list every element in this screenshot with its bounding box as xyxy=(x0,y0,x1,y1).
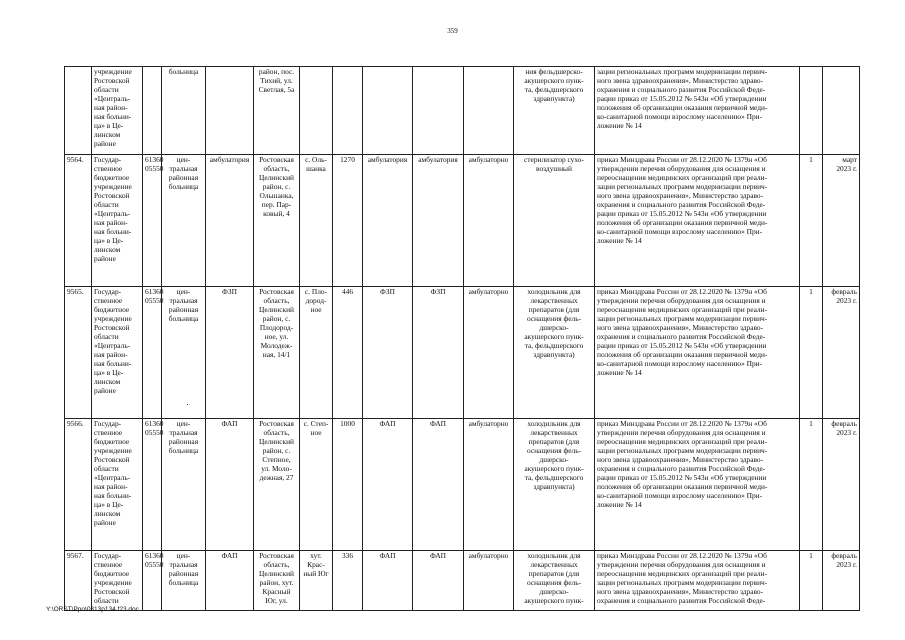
table-cell-c11 xyxy=(464,67,514,155)
table-cell-c10 xyxy=(413,551,464,611)
cell-text: Ростовская область, Целинский район, с. Ольшанка, пер. Пар- ковый, 4 xyxy=(259,155,294,218)
table-cell-c11 xyxy=(464,551,514,611)
cell-text: холодильник для лекарственных препаратов (для оснащения фель- дшерско- акушерского пунк- xyxy=(524,551,584,605)
table-cell-c14 xyxy=(800,551,823,611)
table-cell-c5 xyxy=(206,67,254,155)
cell-text: ФЗП xyxy=(222,287,237,296)
cell-text: февраль 2023 г. xyxy=(831,551,857,569)
cell-text: хут. Крас- ный Юг xyxy=(303,551,329,578)
cell-text: 9567. xyxy=(67,551,84,560)
cell-text: стерилизатор сухо- воздушный xyxy=(524,155,584,173)
cell-text: цен- тральная районная больница xyxy=(168,155,199,191)
table-cell-c6 xyxy=(254,551,300,611)
table-cell-c10 xyxy=(413,287,464,419)
table-cell-c13 xyxy=(595,155,800,287)
table-cell-num xyxy=(65,67,92,155)
cell-text: больница xyxy=(168,67,199,76)
table-cell-c3 xyxy=(143,67,162,155)
table-cell-c11 xyxy=(464,419,514,551)
table-cell-c14 xyxy=(800,67,823,155)
cell-text: ФАП xyxy=(221,419,238,428)
cell-text: амбулаторно xyxy=(468,419,509,428)
cell-text: ФАП xyxy=(429,551,447,560)
table-cell-c14 xyxy=(800,419,823,551)
cell-text: Ростовская область, Целинский район, с. Плодород- ное, ул. Молодеж- ная, 14/1 xyxy=(259,287,294,359)
table-body xyxy=(65,67,860,611)
table-cell-c9 xyxy=(363,67,413,155)
table-row xyxy=(65,419,860,551)
cell-text: амбулатория xyxy=(418,155,458,164)
table-row xyxy=(65,551,860,611)
table-cell-c12 xyxy=(514,551,595,611)
table-cell-c13 xyxy=(595,287,800,419)
table-cell-c14 xyxy=(800,287,823,419)
cell-text: приказ Минздрава России от 28.12.2020 № 1379н «Об утверждении перечня оборудования для оснащения и переоснащения медицинских организаций при реали- зации региональных программ модернизации первич- ного звена здравоохранения», Министерство здраво- охранения и социального развития Российской Феде- рации приказ от 15.05.2012 № 543н «Об утверждении положения об организации оказания первичной меди- ко-санитарной помощи взрослому населению» При- ложение № 14 xyxy=(597,419,768,509)
table-cell-num xyxy=(65,419,92,551)
cell-text: приказ Минздрава России от 28.12.2020 № 1379н «Об утверждении перечня оборудования для оснащения и переоснащения медицинских организаций при реали- зации региональных программ модернизации первич- ного звена здравоохранения», Министерство здраво- охранения и социального развития Российской Феде- рации приказ от 15.05.2012 № 543н «Об утверждении положения об организации оказания первичной меди- ко-санитарной помощи взрослому населению» При- ложение № 14 xyxy=(597,287,768,377)
cell-text: Государ- ственное бюджетное учреждение Ростовской области «Централь- ная район- ная больни- ца» в Це- линском районе xyxy=(94,287,132,395)
table-cell-c4 xyxy=(162,287,206,419)
cell-text: Ростовская область, Целинский район, хут. Красный Юг, ул. xyxy=(259,551,294,605)
table-cell-c6 xyxy=(254,287,300,419)
table-cell-c4 xyxy=(162,551,206,611)
cell-text: приказ Минздрава России от 28.12.2020 № 1379н «Об утверждении перечня оборудования для оснащения и переоснащения медицинских организаций при реали- зации региональных программ модернизации первич- ного звена здравоохранения», Министерство здраво- охранения и социального развития Российской Феде- xyxy=(597,551,768,605)
table-cell-c7 xyxy=(300,419,333,551)
table-cell-c9 xyxy=(363,287,413,419)
table-cell-c11 xyxy=(464,287,514,419)
table-cell-c2 xyxy=(92,551,143,611)
cell-text: ФАП xyxy=(221,551,238,560)
table-cell-c15 xyxy=(823,287,860,419)
table-cell-c12 xyxy=(514,67,595,155)
cell-text: с. Пло- дород- ное xyxy=(304,287,328,314)
table-cell-c8 xyxy=(333,551,363,611)
cell-text: ФАП xyxy=(379,419,396,428)
table-cell-c15 xyxy=(823,551,860,611)
table-cell-c7 xyxy=(300,155,333,287)
table-cell-c6 xyxy=(254,419,300,551)
cell-text: Ростовская область, Целинский район, с. Степное, ул. Моло- дежная, 27 xyxy=(259,419,294,482)
cell-text: 1 xyxy=(809,155,813,164)
table-cell-c7 xyxy=(300,551,333,611)
equipment-table xyxy=(64,66,860,611)
table-cell-c9 xyxy=(363,419,413,551)
table-cell-c12 xyxy=(514,419,595,551)
table-cell-c3 xyxy=(143,419,162,551)
cell-text: 1 xyxy=(809,419,813,428)
cell-text: февраль 2023 г. xyxy=(831,287,857,305)
table-cell-c2 xyxy=(92,419,143,551)
table-cell-c2 xyxy=(92,155,143,287)
cell-text: 446 xyxy=(341,287,354,296)
cell-text: Государ- ственное бюджетное учреждение Ростовской области «Централь- ная район- ная больни- ца» в Це- линском районе xyxy=(94,155,132,263)
cell-text: амбулаторно xyxy=(468,287,509,296)
table-cell-c10 xyxy=(413,419,464,551)
table-cell-c8 xyxy=(333,287,363,419)
cell-text: 1000 xyxy=(340,419,355,428)
table-cell-c13 xyxy=(595,551,800,611)
cell-text: цен- тральная районная больница xyxy=(168,287,199,323)
cell-text: Государ- ственное бюджетное учреждение Ростовской области «Централь- ная район- ная больни- ца» в Це- линском районе xyxy=(94,419,132,527)
table-cell-c8 xyxy=(333,67,363,155)
cell-text: амбулаторно xyxy=(468,551,509,560)
table-cell-c4 xyxy=(162,155,206,287)
cell-text: 9565. xyxy=(67,287,84,296)
table-cell-c10 xyxy=(413,67,464,155)
table-cell-c15 xyxy=(823,155,860,287)
table-row xyxy=(65,155,860,287)
cell-text: район, пос. Тихий, ул. Светлая, 5а xyxy=(258,67,295,94)
cell-text: холодильник для лекарственных препаратов (для оснащения фель- дшерско- акушерского пунк- та, фельдшерского здравпункта) xyxy=(524,419,584,491)
table-cell-c7 xyxy=(300,67,333,155)
cell-text: ФАП xyxy=(379,551,396,560)
table-cell-c13 xyxy=(595,67,800,155)
table-cell-c14 xyxy=(800,155,823,287)
table-cell-c8 xyxy=(333,419,363,551)
cell-text: учреждение Ростовской области «Централь- ная район- ная больни- ца» в Це- линском районе xyxy=(94,67,132,148)
table-cell-c2 xyxy=(92,287,143,419)
table-row xyxy=(65,287,860,419)
table-cell-c9 xyxy=(363,155,413,287)
cell-text: 61360 05550 xyxy=(145,419,164,437)
table-cell-c6 xyxy=(254,67,300,155)
table-cell-c6 xyxy=(254,155,300,287)
table-cell-c7 xyxy=(300,287,333,419)
scan-speck xyxy=(187,404,188,405)
table-cell-num xyxy=(65,551,92,611)
table-cell-c5 xyxy=(206,155,254,287)
table-cell-c5 xyxy=(206,419,254,551)
table-cell-c3 xyxy=(143,287,162,419)
table-cell-c5 xyxy=(206,287,254,419)
cell-text: 1 xyxy=(809,287,813,296)
footer-file-path: Y:\ORST\Ppo\0313p134.f23.doc xyxy=(46,606,139,613)
cell-text: 1 xyxy=(809,551,813,560)
cell-text: март 2023 г. xyxy=(836,155,857,173)
table-cell-c3 xyxy=(143,155,162,287)
cell-text: 61360 05550 xyxy=(145,551,164,569)
page-number: 359 xyxy=(447,27,458,35)
table-cell-c4 xyxy=(162,419,206,551)
cell-text: с. Степ- ное xyxy=(303,419,329,437)
cell-text: 9564. xyxy=(67,155,84,164)
table-cell-c12 xyxy=(514,155,595,287)
cell-text: приказ Минздрава России от 28.12.2020 № 1379н «Об утверждении перечня оборудования для оснащения и переоснащения медицинских организаций при реали- зации региональных программ модернизации первич- ного звена здравоохранения», Министерство здраво- охранения и социального развития Российской Феде- рации приказ от 15.05.2012 № 543н «Об утверждении положения об организации оказания первичной меди- ко-санитарной помощи взрослому населению» При- ложение № 14 xyxy=(597,155,768,245)
table-cell-c12 xyxy=(514,287,595,419)
table-cell-c4 xyxy=(162,67,206,155)
cell-text: зации региональных программ модернизации первич- ного звена здравоохранения», Министерство здраво- охранения и социального развития Российской Феде- рации приказ от 15.05.2012 № 543н «Об утверждении положения об организации оказания первичной меди- ко-санитарной помощи взрослому населению» При- ложение № 14 xyxy=(597,67,768,130)
table-cell-num xyxy=(65,287,92,419)
cell-text: ФАП xyxy=(429,419,447,428)
table-cell-c5 xyxy=(206,551,254,611)
cell-text: холодильник для лекарственных препаратов (для оснащения фель- дшерско- акушерского пунк- та, фельдшерского здравпункта) xyxy=(524,287,584,359)
cell-text: с. Оль- шанка xyxy=(305,155,327,173)
cell-text: 1270 xyxy=(340,155,355,164)
table-cell-c9 xyxy=(363,551,413,611)
table-cell-c15 xyxy=(823,67,860,155)
table-cell-c11 xyxy=(464,155,514,287)
table-cell-c13 xyxy=(595,419,800,551)
table-cell-c2 xyxy=(92,67,143,155)
table-cell-c3 xyxy=(143,551,162,611)
cell-text: ФЗП xyxy=(430,287,446,296)
cell-text: цен- тральная районная больница xyxy=(168,551,199,587)
cell-text: ния фельдшерско- акушерского пунк- та, фельдшерского здравпункта) xyxy=(524,67,584,103)
cell-text: ФЗП xyxy=(380,287,395,296)
cell-text: амбулатория xyxy=(367,155,408,164)
cell-text: амбулаторно xyxy=(468,155,509,164)
cell-text: амбулатория xyxy=(209,155,250,164)
table-cell-c8 xyxy=(333,155,363,287)
cell-text: 61360 05550 xyxy=(145,155,164,173)
table-cell-c15 xyxy=(823,419,860,551)
cell-text: Государ- ственное бюджетное учреждение Ростовской области xyxy=(94,551,132,605)
cell-text: февраль 2023 г. xyxy=(831,419,857,437)
table-cell-c10 xyxy=(413,155,464,287)
table-row xyxy=(65,67,860,155)
cell-text: цен- тральная районная больница xyxy=(168,419,199,455)
cell-text: 336 xyxy=(341,551,354,560)
cell-text: 9566. xyxy=(67,419,84,428)
table-cell-num xyxy=(65,155,92,287)
cell-text: 61360 05550 xyxy=(145,287,164,305)
